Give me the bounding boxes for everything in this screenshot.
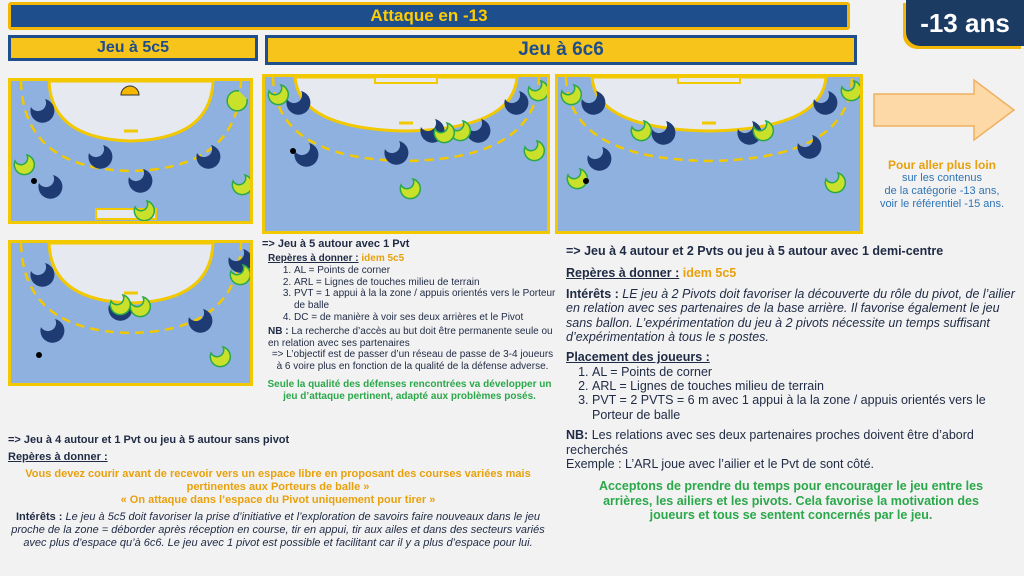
right-block: => Jeu à 4 autour et 2 Pvts ou jeu à 5 autour avec 1 demi-centre Repères à donner : idem 5c5 Intérêts : LE jeu à 2 Pivots doit favoriser la découverte du rôle du pivot, de l’ailier en relation avec ses partenaires de la base arrière. Il favorise également le jeu sans ballon. L’expérimentation du jeu à 2 pivots nécessite un temps suffisant d’expérimentation à tous le s postes. Placement des joueurs : 1. AL = Points de corner 2. ARL = Lignes de touches milieu de terrain 3. PVT = 2 PVTS = 6 m avec 1 appui à la la zone / appuis orientés vers le Porteur de balle NB: Les relations avec ses deux partenaires proches doivent être d’abord recherchés Exemple : L’ARL joue avec l’ailier et le Pvt de sont côté. Acceptons de prendre du temps pour encourager le jeu entre les arrières, les ailiers et les pivots. Cela favorise la motivation des joueurs et tous se sentent concernés par le jeu. [566, 244, 1016, 522]
mid-block: => Jeu à 5 autour avec 1 Pvt Repères à donner : idem 5c5 1. AL = Points de corner 2. ARL = Lignes de touches milieu de terrain 3. PVT = 1 appui à la la zone / appuis orientés vers le Porteur de balle 4. DC = de manière à voir ses deux arrières et le Pivot NB : La recherche d’accès au but doit être permanente seule ou en relation avec ses partenaires => L’objectif est de passer d’un réseau de passe de 3-4 joueurs à 6 voire plus en fonction de la qualité de la défense adverse. Seule la qualité des défenses rencontrées va développer un jeu d’attaque pertinent, adapté aux problèmes posés. [262, 238, 557, 403]
further-note [862, 158, 1022, 211]
header-banner [8, 2, 850, 30]
court-5c5-bottom [8, 240, 253, 386]
further-title: Pour aller plus loin [887, 158, 997, 172]
mid-heading: => Jeu à 5 autour avec 1 Pvt [262, 238, 410, 250]
court-6c6-left [262, 74, 550, 234]
category-badge [906, 0, 1024, 46]
mid-list: 1. AL = Points de corner 2. ARL = Lignes de touches milieu de terrain 3. PVT = 1 appui à la la zone / appuis orientés vers le Porteur de balle 4. DC = de manière à voir ses deux arrières et le Pivot [272, 265, 557, 324]
further-line2: de la catégorie -13 ans, [884, 185, 1000, 198]
label-6c6: Jeu à 6c6 [265, 35, 857, 65]
right-heading: => Jeu à 4 autour et 2 Pvts ou jeu à 5 autour avec 1 demi-centre [566, 244, 944, 258]
court-6c6-right [555, 74, 863, 234]
right-green-note: Acceptons de prendre du temps pour encourager le jeu entre les arrières, les ailiers et les pivots. Cela favorise la motivation des joueurs et tous se sentent concernés par le jeu. [598, 479, 984, 522]
mid-green-note: Seule la qualité des défenses rencontrées va développer un jeu d’attaque pertinent, adapté aux problèmes posés. [267, 378, 552, 402]
right-list: 1. AL = Points de corner 2. ARL = Lignes de touches milieu de terrain 3. PVT = 2 PVTS = 6 m avec 1 appui à la la zone / appuis orientés vers le Porteur de balle [570, 365, 1016, 423]
label-5c5: Jeu à 5c5 [8, 35, 258, 61]
left-block: => Jeu à 4 autour et 1 Pvt ou jeu à 5 autour sans pivot Repères à donner : Vous devez courir avant de recevoir vers un espace libre en proposant des courses variées mais pertinentes aux Porteurs de balle » « On attaque dans l’espace du Pivot uniquement pour tirer » Intérêts : Le jeu à 5c5 doit favoriser la prise d’initiative et l’exploration de savoirs faire nouveaux dans le jeu proche de la zone = déborder après réception en course, tir en appui, tir aux ailes et dans des secteurs variés avec plus d’espace qu’à 6c6. Le jeu avec 1 pivot est possible et facilitant car il y a plus d’espace pour lui. [8, 434, 548, 550]
page-title: Attaque en -13 [370, 6, 488, 25]
further-line3: voir le référentiel -15 ans. [879, 198, 1005, 211]
next-arrow-icon [872, 78, 1016, 142]
further-line1: sur les contenus [901, 172, 983, 185]
left-heading: => Jeu à 4 autour et 1 Pvt ou jeu à 5 autour sans pivot [8, 434, 290, 446]
court-5c5-top [8, 78, 253, 224]
category-badge-text: -13 ans [920, 7, 1010, 38]
